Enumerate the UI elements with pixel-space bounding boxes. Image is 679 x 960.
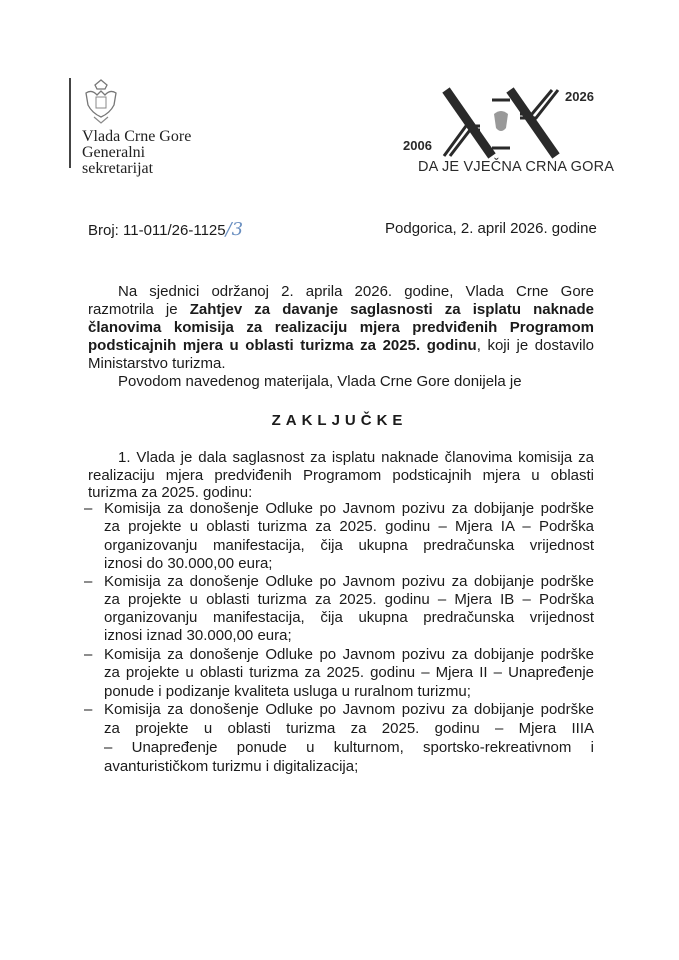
list-item-line: Komisija za donošenje Odluke po Javnom pozivu za dobijanje podrške [104, 500, 594, 517]
intro-line [88, 337, 594, 355]
list-item-line: za projekte u oblasti turizma za 2025. godinu – Mjera IIIA [104, 720, 594, 737]
intro-line: Ministarstvo turizma. [88, 355, 226, 372]
point-line: 1. Vlada je dala saglasnost za isplatu naknade članovima komisija za [118, 449, 594, 466]
list-item-line: Komisija za donošenje Odluke po Javnom pozivu za dobijanje podrške [104, 573, 594, 590]
point-line: realizaciju mjera predviđenih Programom podsticajnih mjera u oblasti [88, 467, 594, 484]
list-dash: – [84, 573, 93, 590]
header-divider [69, 78, 71, 168]
org-name: Vlada Crne Gore [82, 128, 192, 145]
anniversary-logo [440, 86, 562, 160]
request-title: Zahtjev za davanje saglasnosti za isplatu naknade [189, 301, 595, 318]
list-item-line: za projekte u oblasti turizma za 2025. godinu – Mjera IB – Podrška [104, 591, 594, 608]
document-number [88, 219, 243, 240]
list-item-line: za projekte u oblasti turizma za 2025. godinu – Mjera IA – Podrška [104, 518, 594, 535]
document-number-text: Broj: 11-011/26-1125 [88, 222, 226, 239]
logo-motto: DA JE VJEČNA CRNA GORA [418, 159, 615, 175]
list-item-line: organizovanju manifestacija, čija ukupna predračunska vrijednost [104, 537, 594, 554]
request-title: podsticajnih mjera u oblasti turizma za 2025. godinu [88, 337, 477, 354]
list-dash: – [84, 646, 93, 663]
list-item-line: avanturističkom turizmu i digitalizacija; [104, 758, 359, 775]
list-item-line: organizovanju manifestacija, čija ukupna predračunska vrijednost [104, 609, 594, 626]
logo-year-start: 2006 [403, 138, 432, 153]
list-item-line: Komisija za donošenje Odluke po Javnom pozivu za dobijanje podrške [104, 701, 594, 718]
list-item-line: Komisija za donošenje Odluke po Javnom pozivu za dobijanje podrške [104, 646, 594, 663]
list-dash: – [84, 701, 93, 718]
coat-of-arms-icon [82, 79, 120, 125]
intro-text: razmotrila je [88, 301, 190, 318]
section-heading: ZAKLJUČKE [271, 412, 408, 429]
list-item-line: za projekte u oblasti turizma za 2025. godinu – Mjera II – Unapređenje [104, 664, 594, 681]
intro-line: Povodom navedenog materijala, Vlada Crne Gore donijela je [118, 373, 522, 390]
logo-year-end: 2026 [565, 89, 594, 104]
intro-line [88, 319, 594, 337]
list-item-line: iznosi iznad 30.000,00 eura; [104, 627, 292, 644]
list-item-line: – Unapređenje ponude u kulturnom, sportsko-rekreativnom i [104, 739, 594, 756]
list-item-line: ponude i podizanje kvaliteta usluga u ruralnom turizmu; [104, 683, 471, 700]
place-date: Podgorica, 2. april 2026. godine [385, 220, 597, 237]
org-department-line2: sekretarijat [82, 160, 154, 177]
handwritten-suffix: /3 [225, 219, 244, 240]
intro-line [88, 301, 594, 319]
request-title: članovima komisija za realizaciju mjera predviđenih Programom [88, 319, 594, 336]
list-dash: – [84, 500, 93, 517]
point-line: turizma za 2025. godinu: [88, 484, 253, 501]
intro-line: Na sjednici održanoj 2. aprila 2026. godine, Vlada Crne Gore [118, 283, 594, 300]
intro-text: , koji je dostavilo [476, 337, 594, 354]
list-item-line: iznosi do 30.000,00 eura; [104, 555, 273, 572]
org-department: Generalni [82, 144, 146, 161]
